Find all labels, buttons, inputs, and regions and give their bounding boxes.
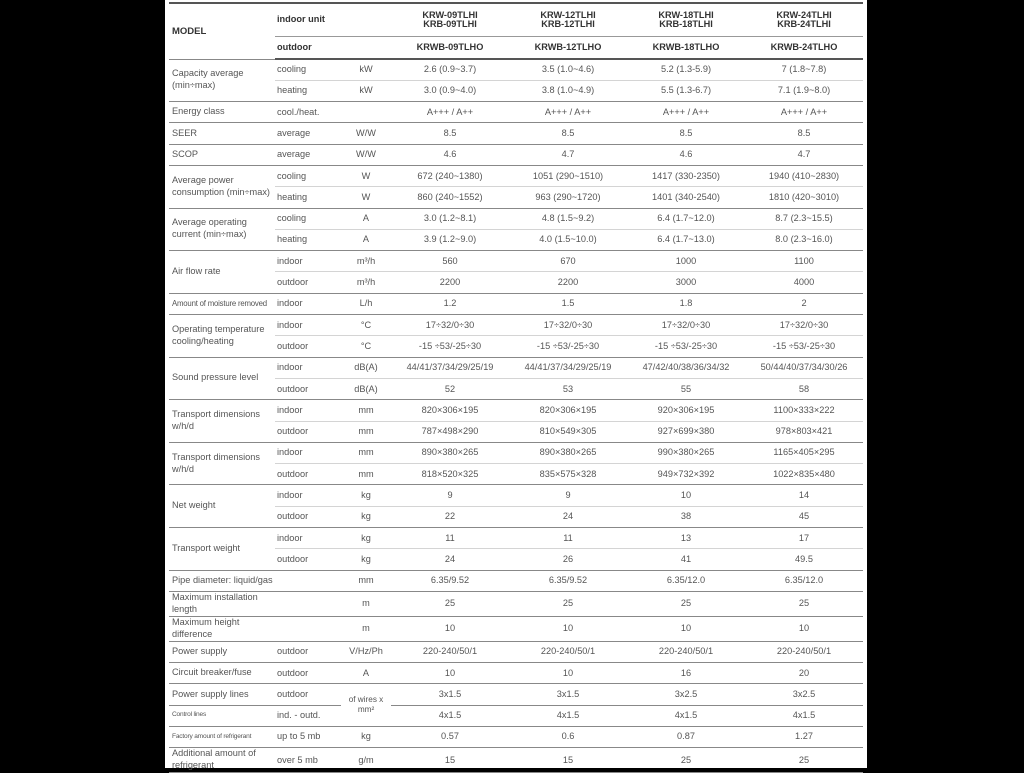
model-header: MODEL — [169, 3, 275, 59]
spec-subcategory: cooling — [275, 59, 341, 80]
spec-unit: kg — [341, 549, 391, 570]
spec-value: 1417 (330-2350) — [627, 165, 745, 186]
spec-value: 10 — [509, 616, 627, 641]
spec-value: 890×380×265 — [509, 442, 627, 463]
spec-value: 8.7 (2.3~15.5) — [745, 208, 863, 229]
spec-label: Power supply — [169, 641, 275, 662]
spec-subcategory: up to 5 mb — [275, 726, 341, 747]
spec-value: 1810 (420~3010) — [745, 187, 863, 208]
spec-value: 17÷32/0÷30 — [627, 315, 745, 336]
spec-unit: W — [341, 187, 391, 208]
spec-value: 25 — [627, 748, 745, 773]
spec-value: 7.1 (1.9~8.0) — [745, 80, 863, 101]
spec-value: 17÷32/0÷30 — [509, 315, 627, 336]
spec-subcategory: cool./heat. — [275, 102, 341, 123]
spec-value: 1165×405×295 — [745, 442, 863, 463]
spec-value: 3.8 (1.0~4.9) — [509, 80, 627, 101]
spec-value: 3x1.5 — [391, 684, 509, 705]
indoor-model-name: KRB-09TLHI — [423, 18, 477, 29]
spec-subcategory: indoor — [275, 485, 341, 506]
spec-unit: kg — [341, 506, 391, 527]
spec-value: 24 — [509, 506, 627, 527]
spec-value: 978×803×421 — [745, 421, 863, 442]
spec-unit: kg — [341, 485, 391, 506]
spec-label: Maximum height difference — [169, 616, 275, 641]
specification-table — [169, 2, 863, 773]
spec-label: SCOP — [169, 144, 275, 165]
spec-value: 1.5 — [509, 293, 627, 314]
indoor-model-name: KRB-24TLHI — [777, 18, 831, 29]
spec-row — [169, 293, 863, 314]
spec-value: 22 — [391, 506, 509, 527]
spec-subcategory: outdoor — [275, 549, 341, 570]
spec-value: 890×380×265 — [391, 442, 509, 463]
spec-unit: mm — [341, 421, 391, 442]
spec-value: 220-240/50/1 — [745, 641, 863, 662]
spec-subcategory: over 5 mb — [275, 748, 341, 773]
spec-value: 25 — [745, 748, 863, 773]
spec-value: 10 — [627, 485, 745, 506]
spec-unit: W/W — [341, 144, 391, 165]
spec-value: 990×380×265 — [627, 442, 745, 463]
spec-unit: °C — [341, 315, 391, 336]
spec-subcategory: outdoor — [275, 506, 341, 527]
spec-label: Operating temperature cooling/heating — [169, 315, 275, 358]
spec-row — [169, 663, 863, 684]
spec-value: 1.8 — [627, 293, 745, 314]
spec-value: 2.6 (0.9~3.7) — [391, 59, 509, 80]
spec-value: 10 — [627, 616, 745, 641]
specification-table-body — [169, 3, 863, 773]
spec-value: 16 — [627, 663, 745, 684]
spec-value: 8.5 — [627, 123, 745, 144]
spec-value: 41 — [627, 549, 745, 570]
spec-unit: of wires x mm² — [341, 684, 391, 727]
spec-value: 6.35/9.52 — [391, 570, 509, 591]
spec-value: 9 — [391, 485, 509, 506]
spec-subcategory: indoor — [275, 528, 341, 549]
spec-value: 1401 (340-2540) — [627, 187, 745, 208]
spec-unit: °C — [341, 336, 391, 357]
spec-value: 3x2.5 — [745, 684, 863, 705]
spec-label: Air flow rate — [169, 251, 275, 294]
spec-unit: mm — [341, 400, 391, 421]
spec-label: Factory amount of refrigerant — [169, 726, 275, 747]
spec-row — [169, 144, 863, 165]
spec-subcategory: outdoor — [275, 378, 341, 399]
spec-value: 47/42/40/38/36/34/32 — [627, 357, 745, 378]
outdoor-model-name: KRWB-24TLHO — [745, 36, 863, 59]
spec-value: 220-240/50/1 — [391, 641, 509, 662]
spec-unit: m — [341, 616, 391, 641]
spec-value: 10 — [391, 616, 509, 641]
spec-subcategory: outdoor — [275, 663, 341, 684]
spec-value: 10 — [745, 616, 863, 641]
spec-subcategory: cooling — [275, 165, 341, 186]
spec-subcategory: indoor — [275, 293, 341, 314]
spec-value: 949×732×392 — [627, 464, 745, 485]
spec-subcategory: average — [275, 144, 341, 165]
spec-label: Circuit breaker/fuse — [169, 663, 275, 684]
spec-value: 4000 — [745, 272, 863, 293]
spec-row — [169, 726, 863, 747]
spec-value: -15 ÷53/-25÷30 — [627, 336, 745, 357]
spec-label: Amount of moisture removed — [169, 293, 275, 314]
indoor-model-name: KRW-12TLHI — [540, 9, 596, 20]
spec-value: A+++ / A++ — [745, 102, 863, 123]
spec-value: 11 — [391, 528, 509, 549]
spec-label: Net weight — [169, 485, 275, 528]
spec-row — [169, 705, 863, 726]
spec-value: 4.6 — [391, 144, 509, 165]
spec-value: -15 ÷53/-25÷30 — [745, 336, 863, 357]
spec-unit: kg — [341, 528, 391, 549]
spec-row — [169, 165, 863, 186]
spec-value: 17÷32/0÷30 — [391, 315, 509, 336]
spec-label: Power supply lines — [169, 684, 275, 705]
spec-value: 6.35/12.0 — [627, 570, 745, 591]
spec-row — [169, 485, 863, 506]
spec-value: 7 (1.8~7.8) — [745, 59, 863, 80]
spec-row — [169, 748, 863, 773]
spec-value: 8.5 — [509, 123, 627, 144]
spec-row — [169, 616, 863, 641]
spec-value: 10 — [509, 663, 627, 684]
spec-value: 44/41/37/34/29/25/19 — [391, 357, 509, 378]
spec-unit: A — [341, 208, 391, 229]
spec-unit: kW — [341, 59, 391, 80]
spec-value: 15 — [391, 748, 509, 773]
spec-unit: kg — [341, 726, 391, 747]
spec-row — [169, 442, 863, 463]
spec-value: 1940 (410~2830) — [745, 165, 863, 186]
spec-value: 49.5 — [745, 549, 863, 570]
spec-value: 3x1.5 — [509, 684, 627, 705]
spec-subcategory — [275, 616, 341, 641]
spec-value: 45 — [745, 506, 863, 527]
spec-row — [169, 357, 863, 378]
spec-subcategory: outdoor — [275, 684, 341, 705]
spec-value: 3x2.5 — [627, 684, 745, 705]
spec-value: 560 — [391, 251, 509, 272]
spec-label: SEER — [169, 123, 275, 144]
spec-unit: dB(A) — [341, 378, 391, 399]
spec-row — [169, 570, 863, 591]
spec-value: 0.87 — [627, 726, 745, 747]
spec-value: 2200 — [391, 272, 509, 293]
spec-value: 4x1.5 — [391, 705, 509, 726]
indoor-model-name: KRW-18TLHI — [658, 9, 714, 20]
spec-subcategory: indoor — [275, 400, 341, 421]
spec-value: 1.27 — [745, 726, 863, 747]
spec-value: -15 ÷53/-25÷30 — [391, 336, 509, 357]
spec-value: 8.0 (2.3~16.0) — [745, 229, 863, 250]
spec-subcategory: indoor — [275, 442, 341, 463]
spec-value: 3000 — [627, 272, 745, 293]
spec-value: 4x1.5 — [627, 705, 745, 726]
spec-value: 44/41/37/34/29/25/19 — [509, 357, 627, 378]
spec-value: A+++ / A++ — [509, 102, 627, 123]
indoor-model-cell — [391, 3, 509, 36]
spec-row — [169, 400, 863, 421]
spec-unit: m³/h — [341, 272, 391, 293]
spec-unit: dB(A) — [341, 357, 391, 378]
spec-value: 963 (290~1720) — [509, 187, 627, 208]
spec-subcategory: heating — [275, 187, 341, 208]
spec-value: 787×498×290 — [391, 421, 509, 442]
spec-value: 1100 — [745, 251, 863, 272]
spec-row — [169, 528, 863, 549]
spec-value: 8.5 — [745, 123, 863, 144]
spec-row — [169, 208, 863, 229]
spec-row — [169, 315, 863, 336]
spec-value: 15 — [509, 748, 627, 773]
spec-subcategory: outdoor — [275, 336, 341, 357]
spec-subcategory: indoor — [275, 315, 341, 336]
outdoor-model-name: KRWB-12TLHO — [509, 36, 627, 59]
outdoor-model-name: KRWB-18TLHO — [627, 36, 745, 59]
indoor-model-cell — [627, 3, 745, 36]
spec-value: 3.5 (1.0~4.6) — [509, 59, 627, 80]
spec-value: 860 (240~1552) — [391, 187, 509, 208]
spec-value: 3.9 (1.2~9.0) — [391, 229, 509, 250]
spec-label: Capacity average (min÷max) — [169, 59, 275, 102]
spec-subcategory: heating — [275, 80, 341, 101]
indoor-model-name: KRW-24TLHI — [776, 9, 832, 20]
spec-value: 5.2 (1.3-5.9) — [627, 59, 745, 80]
spec-subcategory: outdoor — [275, 641, 341, 662]
outdoor-model-name: KRWB-09TLHO — [391, 36, 509, 59]
spec-value: 6.35/12.0 — [745, 570, 863, 591]
spec-value: 818×520×325 — [391, 464, 509, 485]
spec-unit: mm — [341, 464, 391, 485]
spec-subcategory — [275, 570, 341, 591]
spec-value: -15 ÷53/-25÷30 — [509, 336, 627, 357]
spec-value: 1000 — [627, 251, 745, 272]
spec-unit — [341, 102, 391, 123]
spec-unit: m³/h — [341, 251, 391, 272]
spec-value: 920×306×195 — [627, 400, 745, 421]
spec-value: 220-240/50/1 — [509, 641, 627, 662]
spec-value: 55 — [627, 378, 745, 399]
indoor-model-cell — [745, 3, 863, 36]
spec-subcategory: outdoor — [275, 464, 341, 485]
spec-value: 670 — [509, 251, 627, 272]
spec-subcategory: cooling — [275, 208, 341, 229]
spec-value: 927×699×380 — [627, 421, 745, 442]
spec-value: 2 — [745, 293, 863, 314]
spec-row — [169, 641, 863, 662]
spec-subcategory: heating — [275, 229, 341, 250]
spec-value: 3.0 (1.2~8.1) — [391, 208, 509, 229]
spec-unit: A — [341, 229, 391, 250]
spec-value: 58 — [745, 378, 863, 399]
spec-unit: m — [341, 591, 391, 616]
spec-value: 220-240/50/1 — [627, 641, 745, 662]
spec-unit: mm — [341, 570, 391, 591]
spec-sheet — [165, 0, 867, 771]
spec-value: 4.8 (1.5~9.2) — [509, 208, 627, 229]
spec-unit: V/Hz/Ph — [341, 641, 391, 662]
spec-value: 11 — [509, 528, 627, 549]
spec-value: 0.57 — [391, 726, 509, 747]
spec-value: 50/44/40/37/34/30/26 — [745, 357, 863, 378]
spec-label: Pipe diameter: liquid/gas — [169, 570, 275, 591]
spec-value: 5.5 (1.3-6.7) — [627, 80, 745, 101]
spec-value: 1.2 — [391, 293, 509, 314]
spec-value: 25 — [509, 591, 627, 616]
spec-value: 13 — [627, 528, 745, 549]
indoor-model-name: KRB-18TLHI — [659, 18, 713, 29]
spec-value: 820×306×195 — [509, 400, 627, 421]
spec-value: 17÷32/0÷30 — [745, 315, 863, 336]
spec-subcategory: average — [275, 123, 341, 144]
spec-subcategory: indoor — [275, 251, 341, 272]
spec-value: 4.7 — [509, 144, 627, 165]
spec-value: 0.6 — [509, 726, 627, 747]
spec-subcategory — [275, 591, 341, 616]
spec-row — [169, 59, 863, 80]
indoor-unit-header: indoor unit — [275, 3, 391, 36]
spec-value: 25 — [627, 591, 745, 616]
spec-unit: kW — [341, 80, 391, 101]
spec-unit: W — [341, 165, 391, 186]
indoor-model-name: KRB-12TLHI — [541, 18, 595, 29]
spec-unit: A — [341, 663, 391, 684]
spec-row — [169, 123, 863, 144]
spec-value: 3.0 (0.9~4.0) — [391, 80, 509, 101]
header-row-indoor — [169, 3, 863, 36]
spec-label: Average operating current (min÷max) — [169, 208, 275, 251]
spec-value: 4.0 (1.5~10.0) — [509, 229, 627, 250]
spec-value: 1022×835×480 — [745, 464, 863, 485]
spec-row — [169, 684, 863, 705]
spec-value: A+++ / A++ — [391, 102, 509, 123]
spec-value: 6.35/9.52 — [509, 570, 627, 591]
spec-label: Additional amount of refrigerant — [169, 748, 275, 773]
spec-value: 10 — [391, 663, 509, 684]
spec-value: 4x1.5 — [509, 705, 627, 726]
spec-subcategory: outdoor — [275, 272, 341, 293]
spec-row — [169, 102, 863, 123]
spec-value: 52 — [391, 378, 509, 399]
outdoor-unit-header: outdoor — [275, 36, 391, 59]
spec-value: 4.7 — [745, 144, 863, 165]
spec-label: Average power consumption (min÷max) — [169, 165, 275, 208]
spec-row — [169, 251, 863, 272]
spec-unit: L/h — [341, 293, 391, 314]
spec-value: 24 — [391, 549, 509, 570]
spec-row — [169, 591, 863, 616]
spec-value: 20 — [745, 663, 863, 684]
spec-value: 25 — [745, 591, 863, 616]
spec-label: Transport weight — [169, 528, 275, 571]
spec-value: 26 — [509, 549, 627, 570]
spec-label: Transport dimensions w/h/d — [169, 400, 275, 443]
spec-value: 25 — [391, 591, 509, 616]
spec-value: 38 — [627, 506, 745, 527]
spec-subcategory: ind. - outd. — [275, 705, 341, 726]
spec-value: 4x1.5 — [745, 705, 863, 726]
spec-value: 8.5 — [391, 123, 509, 144]
indoor-model-cell — [509, 3, 627, 36]
spec-value: 9 — [509, 485, 627, 506]
indoor-model-name: KRW-09TLHI — [422, 9, 478, 20]
spec-value: 4.6 — [627, 144, 745, 165]
spec-unit: g/m — [341, 748, 391, 773]
spec-label: Maximum installation length — [169, 591, 275, 616]
spec-value: 810×549×305 — [509, 421, 627, 442]
spec-value: 1100×333×222 — [745, 400, 863, 421]
spec-label: Transport dimensions w/h/d — [169, 442, 275, 485]
spec-value: A+++ / A++ — [627, 102, 745, 123]
spec-value: 672 (240~1380) — [391, 165, 509, 186]
spec-unit: W/W — [341, 123, 391, 144]
spec-value: 17 — [745, 528, 863, 549]
spec-label: Control lines — [169, 705, 275, 726]
spec-value: 1051 (290~1510) — [509, 165, 627, 186]
spec-subcategory: indoor — [275, 357, 341, 378]
spec-value: 6.4 (1.7~12.0) — [627, 208, 745, 229]
spec-value: 14 — [745, 485, 863, 506]
spec-value: 2200 — [509, 272, 627, 293]
spec-value: 835×575×328 — [509, 464, 627, 485]
spec-label: Energy class — [169, 102, 275, 123]
spec-label: Sound pressure level — [169, 357, 275, 400]
spec-value: 53 — [509, 378, 627, 399]
spec-subcategory: outdoor — [275, 421, 341, 442]
spec-unit: mm — [341, 442, 391, 463]
spec-value: 6.4 (1.7~13.0) — [627, 229, 745, 250]
spec-value: 820×306×195 — [391, 400, 509, 421]
